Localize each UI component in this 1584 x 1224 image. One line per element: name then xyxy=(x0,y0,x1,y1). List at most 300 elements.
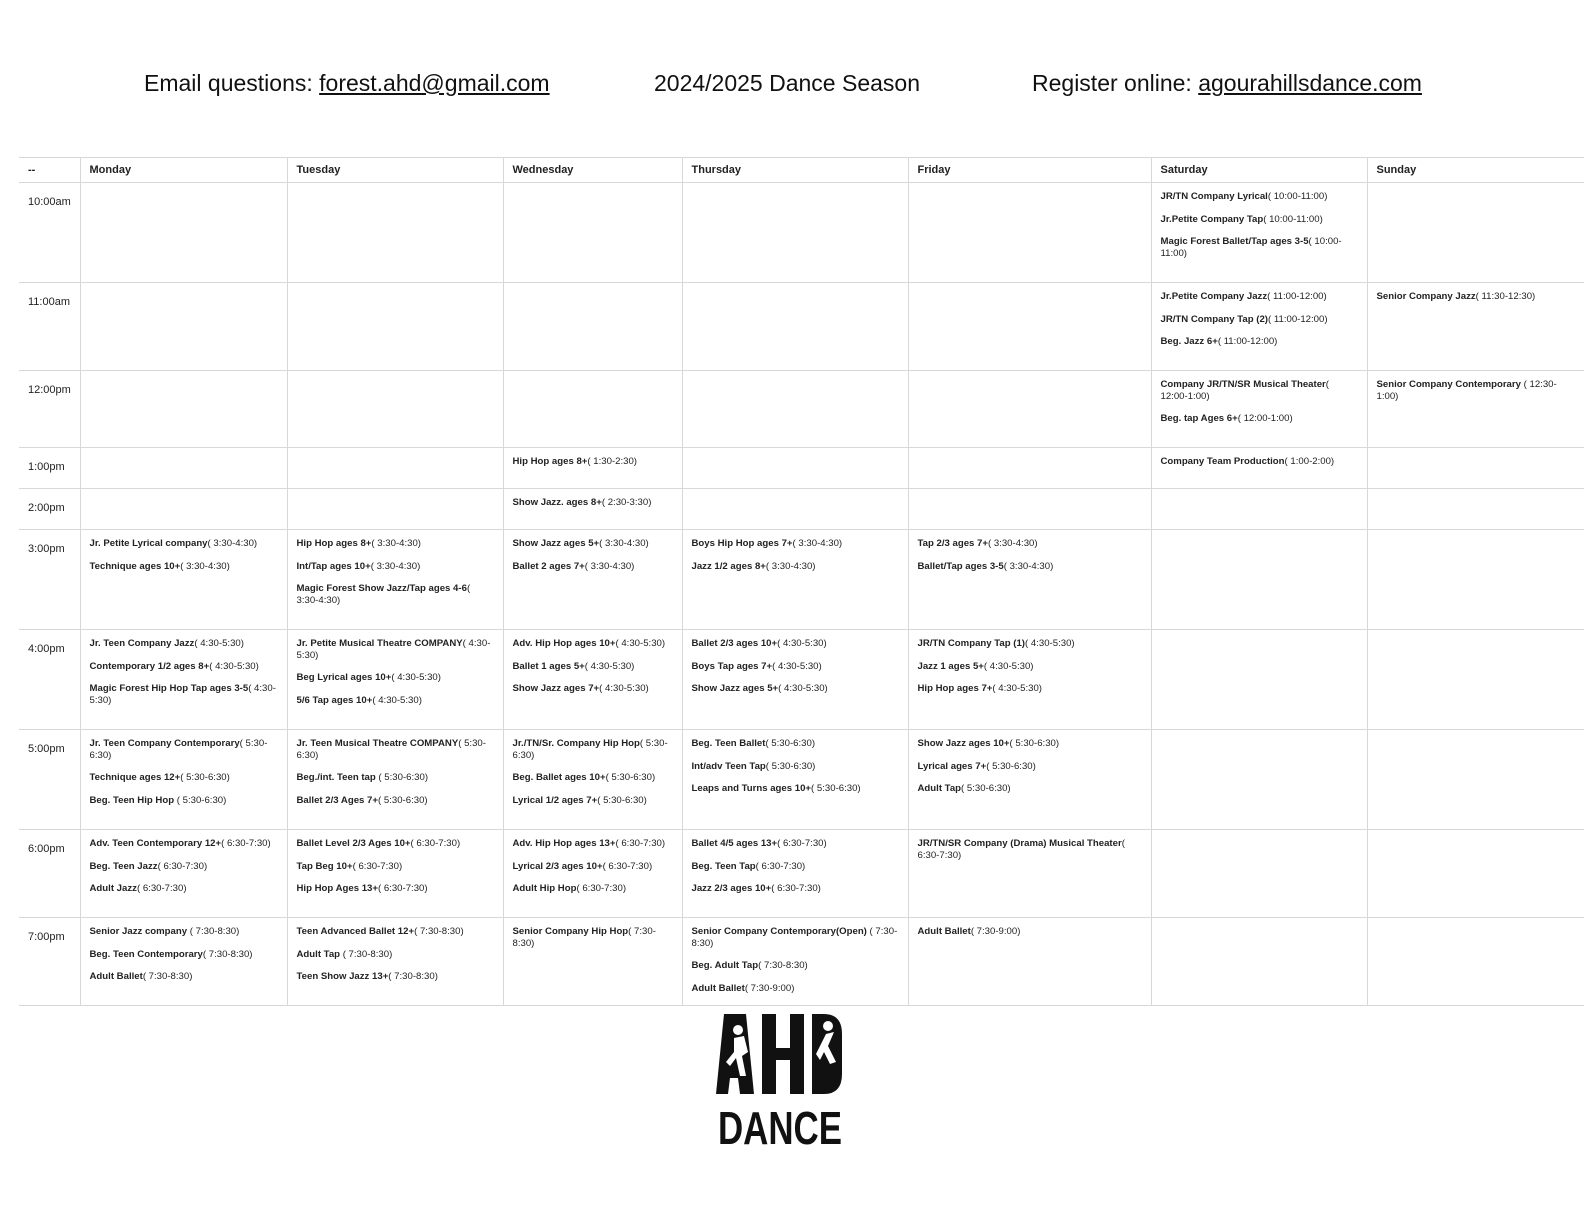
schedule-cell xyxy=(1151,183,1367,283)
class-entry xyxy=(513,683,674,695)
class-name: Jazz 1/2 ages 8+ xyxy=(691,560,766,572)
class-entry xyxy=(692,638,900,650)
class-entry xyxy=(90,949,279,961)
class-entry xyxy=(513,661,674,673)
class-name: Adult Tap xyxy=(917,783,962,794)
schedule-cell xyxy=(682,530,908,630)
schedule-table xyxy=(19,157,1584,1006)
class-time: ( 10:00-11:00) xyxy=(1263,213,1323,225)
class-entry xyxy=(90,538,279,550)
schedule-cell xyxy=(503,489,682,530)
schedule-cell xyxy=(908,183,1151,283)
class-name: Hip Hop ages 8+ xyxy=(296,538,372,549)
class-name: Beg. Teen Contemporary xyxy=(89,948,203,960)
schedule-cell xyxy=(287,448,503,489)
class-time: ( 7:30-8:30) xyxy=(142,971,193,982)
class-entry xyxy=(692,983,900,995)
table-row xyxy=(19,371,1584,448)
schedule-cell xyxy=(80,371,287,448)
class-name: Jr. Teen Musical Theatre COMPANY xyxy=(296,738,459,749)
class-name: Beg. Teen Hip Hop xyxy=(89,794,175,806)
schedule-cell xyxy=(80,730,287,830)
schedule-cell xyxy=(287,918,503,1006)
table-row xyxy=(19,489,1584,530)
class-entry xyxy=(1377,379,1577,402)
class-time: ( 6:30-7:30) xyxy=(352,860,403,872)
class-name: Ballet 2/3 ages 10+ xyxy=(691,638,778,649)
class-time: ( 11:00-12:00) xyxy=(1217,336,1278,347)
class-entry xyxy=(513,738,674,761)
schedule-cell xyxy=(1367,283,1584,371)
class-entry xyxy=(297,949,495,961)
class-time: ( 6:30-7:30) xyxy=(576,883,627,894)
class-time: ( 3:30-4:30) xyxy=(296,583,471,606)
class-time: ( 6:30-7:30) xyxy=(615,838,666,849)
class-time: ( 1:30-2:30) xyxy=(587,456,638,467)
schedule-cell xyxy=(503,730,682,830)
class-name: Company Team Production xyxy=(1160,456,1285,467)
schedule-cell xyxy=(682,448,908,489)
class-entry xyxy=(90,795,279,807)
schedule-cell xyxy=(503,530,682,630)
register-link[interactable]: agourahillsdance.com xyxy=(1198,70,1422,96)
schedule-cell xyxy=(908,448,1151,489)
class-time: ( 6:30-7:30) xyxy=(777,838,827,849)
schedule-cell xyxy=(1151,530,1367,630)
schedule-cell xyxy=(503,448,682,489)
class-entry xyxy=(297,926,495,938)
class-entry xyxy=(297,561,495,573)
time-slot-label: 4:00pm xyxy=(19,630,80,730)
schedule-cell xyxy=(503,630,682,730)
class-name: Technique ages 10+ xyxy=(89,560,181,572)
class-name: Jr. Teen Company Jazz xyxy=(89,638,195,649)
schedule-cell xyxy=(287,830,503,918)
schedule-cell xyxy=(908,371,1151,448)
class-name: Magic Forest Show Jazz/Tap ages 4-6 xyxy=(296,583,467,594)
schedule-cell xyxy=(1367,371,1584,448)
class-name: Jr.Petite Company Jazz xyxy=(1160,291,1268,302)
class-entry xyxy=(1161,379,1359,402)
class-entry xyxy=(90,638,279,650)
class-entry xyxy=(90,883,279,895)
schedule-cell xyxy=(80,630,287,730)
class-entry xyxy=(297,738,495,761)
corner-header: -- xyxy=(19,158,80,183)
class-entry xyxy=(90,971,279,983)
schedule-cell xyxy=(1151,630,1367,730)
class-entry xyxy=(90,926,279,938)
schedule-cell xyxy=(287,730,503,830)
class-time: ( 7:30-8:30) xyxy=(187,926,240,937)
schedule-cell xyxy=(1367,530,1584,630)
table-row xyxy=(19,830,1584,918)
class-entry xyxy=(297,883,495,895)
class-time: ( 4:30-5:30) xyxy=(372,694,422,706)
class-time: ( 10:00-11:00) xyxy=(1160,236,1342,259)
class-entry xyxy=(297,861,495,873)
schedule-cell xyxy=(908,730,1151,830)
class-time: ( 12:00-1:00) xyxy=(1237,413,1293,424)
class-name: Beg. Teen Tap xyxy=(691,860,756,872)
class-time: ( 5:30-6:30) xyxy=(597,794,647,806)
class-entry xyxy=(918,638,1143,650)
class-name: Magic Forest Hip Hop Tap ages 3-5 xyxy=(89,683,249,694)
class-name: Senior Company Contemporary(Open) xyxy=(691,926,867,937)
class-entry xyxy=(692,683,900,695)
schedule-cell xyxy=(80,448,287,489)
email-info: Email questions: forest.ahd@gmail.com xyxy=(144,70,550,96)
class-time: ( 3:30-4:30) xyxy=(987,538,1038,549)
schedule-cell xyxy=(908,489,1151,530)
class-name: Boys Hip Hop ages 7+ xyxy=(691,538,793,549)
class-time: ( 6:30-7:30) xyxy=(602,860,653,872)
class-time: ( 4:30-5:30) xyxy=(296,638,491,661)
class-name: Int/Tap ages 10+ xyxy=(296,560,371,572)
day-header-monday: Monday xyxy=(80,158,287,183)
schedule-cell xyxy=(1151,283,1367,371)
schedule-cell xyxy=(287,371,503,448)
class-time: ( 4:30-5:30) xyxy=(209,660,259,672)
class-name: Beg. tap Ages 6+ xyxy=(1160,413,1238,424)
class-name: Beg. Teen Jazz xyxy=(89,860,158,872)
class-name: Hip Hop ages 8+ xyxy=(512,456,588,467)
table-row xyxy=(19,530,1584,630)
schedule-cell xyxy=(80,183,287,283)
day-header-saturday: Saturday xyxy=(1151,158,1367,183)
class-name: Teen Show Jazz 13+ xyxy=(296,971,389,982)
class-entry xyxy=(692,861,900,873)
class-name: Boys Tap ages 7+ xyxy=(691,660,773,672)
class-name: Show Jazz. ages 8+ xyxy=(512,497,602,508)
class-time: ( 7:30-8:30) xyxy=(340,948,393,960)
class-time: ( 4:30-5:30) xyxy=(89,683,276,706)
class-time: ( 4:30-5:30) xyxy=(777,638,827,649)
class-time: ( 4:30-5:30) xyxy=(391,672,441,683)
class-time: ( 3:30-4:30) xyxy=(371,538,422,549)
class-entry xyxy=(918,538,1143,550)
class-name: Tap Beg 10+ xyxy=(296,860,353,872)
class-name: Hip Hop Ages 13+ xyxy=(296,883,378,894)
class-name: Senior Company Jazz xyxy=(1376,291,1476,302)
schedule-cell xyxy=(908,530,1151,630)
class-entry xyxy=(918,761,1143,773)
class-entry xyxy=(918,661,1143,673)
class-name: Jr. Petite Musical Theatre COMPANY xyxy=(296,638,463,649)
schedule-cell xyxy=(287,283,503,371)
schedule-cell xyxy=(682,183,908,283)
class-time: ( 7:30-8:30) xyxy=(414,926,464,937)
schedule-cell xyxy=(1151,730,1367,830)
class-entry xyxy=(1161,413,1359,425)
schedule-cell xyxy=(682,730,908,830)
schedule-cell xyxy=(503,283,682,371)
class-name: Company JR/TN/SR Musical Theater xyxy=(1160,379,1326,390)
class-entry xyxy=(513,772,674,784)
class-time: ( 4:30-5:30) xyxy=(983,660,1034,672)
class-time: ( 4:30-5:30) xyxy=(584,660,635,672)
schedule-cell xyxy=(682,630,908,730)
class-name: Adult Jazz xyxy=(89,883,137,894)
class-name: JR/TN Company Tap (1) xyxy=(917,638,1025,649)
class-entry xyxy=(513,883,674,895)
class-name: Beg Lyrical ages 10+ xyxy=(296,672,392,683)
schedule-cell xyxy=(80,530,287,630)
time-slot-label: 6:00pm xyxy=(19,830,80,918)
schedule-cell xyxy=(80,830,287,918)
time-slot-label: 3:00pm xyxy=(19,530,80,630)
class-time: ( 6:30-7:30) xyxy=(755,860,806,872)
class-name: Senior Jazz company xyxy=(89,926,188,937)
class-time: ( 6:30-7:30) xyxy=(157,860,208,872)
class-entry xyxy=(918,783,1143,795)
class-entry xyxy=(297,583,495,606)
class-time: ( 4:30-5:30) xyxy=(992,683,1043,694)
class-time: ( 5:30-6:30) xyxy=(765,760,816,772)
class-name: Ballet/Tap ages 3-5 xyxy=(917,560,1004,572)
class-name: Ballet 4/5 ages 13+ xyxy=(691,838,778,849)
schedule-cell xyxy=(503,371,682,448)
class-entry xyxy=(1161,214,1359,226)
class-name: JR/TN/SR Company (Drama) Musical Theater xyxy=(917,838,1122,849)
class-time: ( 11:00-12:00) xyxy=(1268,313,1328,325)
email-link[interactable]: forest.ahd@gmail.com xyxy=(319,70,550,96)
class-time: ( 3:30-4:30) xyxy=(584,560,635,572)
class-name: Beg./int. Teen tap xyxy=(296,772,376,783)
class-name: Beg. Ballet ages 10+ xyxy=(512,772,606,783)
class-entry xyxy=(692,538,900,550)
class-name: Show Jazz ages 5+ xyxy=(512,538,600,549)
class-name: Adult Tap xyxy=(296,948,341,960)
class-entry xyxy=(1161,336,1359,348)
class-entry xyxy=(918,561,1143,573)
class-time: ( 3:30-4:30) xyxy=(792,538,843,549)
class-entry xyxy=(513,926,674,949)
table-row xyxy=(19,730,1584,830)
class-name: Adult Ballet xyxy=(691,982,745,994)
class-time: ( 7:30-8:30) xyxy=(388,971,438,982)
class-time: ( 3:30-4:30) xyxy=(765,560,816,572)
class-time: ( 5:30-6:30) xyxy=(375,772,429,783)
class-name: Ballet 2 ages 7+ xyxy=(512,560,585,572)
schedule-cell xyxy=(1367,830,1584,918)
class-name: Adv. Hip Hop ages 10+ xyxy=(512,638,616,649)
schedule-cell xyxy=(287,489,503,530)
class-time: ( 5:30-6:30) xyxy=(961,783,1011,794)
class-entry xyxy=(297,695,495,707)
schedule-cell xyxy=(682,830,908,918)
class-entry xyxy=(692,661,900,673)
class-time: ( 5:30-6:30) xyxy=(296,738,486,761)
class-entry xyxy=(918,838,1143,861)
class-entry xyxy=(1161,314,1359,326)
class-time: ( 7:30-8:30) xyxy=(202,948,253,960)
class-name: Lyrical 2/3 ages 10+ xyxy=(512,860,603,872)
class-time: ( 3:30-4:30) xyxy=(180,560,230,572)
schedule-cell xyxy=(1151,489,1367,530)
class-entry xyxy=(90,683,279,706)
register-info: Register online: agourahillsdance.com xyxy=(1032,70,1422,96)
class-name: JR/TN Company Tap (2) xyxy=(1160,313,1268,325)
class-entry xyxy=(90,861,279,873)
class-time: ( 3:30-4:30) xyxy=(207,538,258,549)
class-entry xyxy=(1161,291,1359,303)
class-name: JR/TN Company Lyrical xyxy=(1160,191,1268,202)
class-name: Adv. Hip Hop ages 13+ xyxy=(512,838,616,849)
class-name: Beg. Teen Ballet xyxy=(691,738,766,749)
class-name: Show Jazz ages 10+ xyxy=(917,738,1010,749)
class-entry xyxy=(297,672,495,684)
schedule-cell xyxy=(1151,830,1367,918)
class-time: ( 6:30-7:30) xyxy=(136,883,187,894)
class-entry xyxy=(692,738,900,750)
schedule-cell xyxy=(1151,448,1367,489)
class-time: ( 7:30-8:30) xyxy=(691,926,898,949)
schedule-cell xyxy=(682,918,908,1006)
class-time: ( 6:30-7:30) xyxy=(221,838,271,849)
class-time: ( 5:30-6:30) xyxy=(1009,738,1060,749)
class-time: ( 5:30-6:30) xyxy=(986,760,1036,772)
class-name: Adult Hip Hop xyxy=(512,883,577,894)
schedule-cell xyxy=(682,489,908,530)
class-name: Show Jazz ages 7+ xyxy=(512,683,600,694)
class-name: Beg. Jazz 6+ xyxy=(1160,336,1218,347)
class-name: Senior Company Hip Hop xyxy=(512,926,629,937)
time-slot-label: 2:00pm xyxy=(19,489,80,530)
class-time: ( 2:30-3:30) xyxy=(601,497,652,508)
class-name: Show Jazz ages 5+ xyxy=(691,683,779,694)
class-time: ( 7:30-8:30) xyxy=(758,960,808,971)
schedule-cell xyxy=(1367,918,1584,1006)
class-name: Jr.Petite Company Tap xyxy=(1160,213,1264,225)
schedule-cell xyxy=(80,283,287,371)
class-time: ( 5:30-6:30) xyxy=(605,772,656,783)
table-row xyxy=(19,283,1584,371)
schedule-cell xyxy=(908,918,1151,1006)
class-entry xyxy=(1377,291,1577,303)
class-time: ( 4:30-5:30) xyxy=(599,683,649,694)
class-time: ( 6:30-7:30) xyxy=(771,883,821,894)
schedule-cell xyxy=(682,371,908,448)
class-name: Ballet 2/3 Ages 7+ xyxy=(296,794,378,806)
class-time: ( 5:30-6:30) xyxy=(89,738,268,761)
schedule-cell xyxy=(1367,489,1584,530)
time-slot-label: 5:00pm xyxy=(19,730,80,830)
schedule-cell xyxy=(503,183,682,283)
schedule-cell xyxy=(1367,730,1584,830)
class-name: Jr./TN/Sr. Company Hip Hop xyxy=(512,738,640,749)
class-name: Hip Hop ages 7+ xyxy=(917,683,993,694)
class-entry xyxy=(513,795,674,807)
class-name: Jazz 1 ages 5+ xyxy=(917,660,984,672)
class-time: ( 7:30-9:00) xyxy=(970,926,1021,937)
class-time: ( 1:00-2:00) xyxy=(1284,456,1335,467)
class-time: ( 4:30-5:30) xyxy=(615,638,666,649)
class-entry xyxy=(90,661,279,673)
class-entry xyxy=(692,761,900,773)
class-time: ( 6:30-7:30) xyxy=(917,838,1125,861)
class-entry xyxy=(692,926,900,949)
class-entry xyxy=(1161,236,1359,259)
class-time: ( 7:30-8:30) xyxy=(512,926,656,949)
class-name: Jazz 2/3 ages 10+ xyxy=(691,883,772,894)
class-time: ( 12:00-1:00) xyxy=(1160,379,1329,402)
class-name: Adult Ballet xyxy=(917,926,971,937)
class-name: 5/6 Tap ages 10+ xyxy=(296,694,373,706)
day-header-sunday: Sunday xyxy=(1367,158,1584,183)
class-entry xyxy=(90,561,279,573)
class-time: ( 4:30-5:30) xyxy=(772,660,822,672)
class-entry xyxy=(513,497,674,509)
class-entry xyxy=(1161,456,1359,468)
time-slot-label: 10:00am xyxy=(19,183,80,283)
class-entry xyxy=(1161,191,1359,203)
time-slot-label: 11:00am xyxy=(19,283,80,371)
class-time: ( 3:30-4:30) xyxy=(599,538,649,549)
class-time: ( 4:30-5:30) xyxy=(778,683,828,694)
class-time: ( 5:30-6:30) xyxy=(811,783,861,794)
class-name: Lyrical ages 7+ xyxy=(917,760,987,772)
ahd-dance-logo xyxy=(716,1012,844,1154)
schedule-cell xyxy=(1367,448,1584,489)
class-entry xyxy=(918,738,1143,750)
table-row xyxy=(19,183,1584,283)
class-time: ( 4:30-5:30) xyxy=(1025,638,1075,649)
schedule-cell xyxy=(682,283,908,371)
header-row xyxy=(19,158,1584,183)
class-entry xyxy=(513,456,674,468)
schedule-cell xyxy=(503,918,682,1006)
class-name: Beg. Adult Tap xyxy=(691,960,759,971)
class-entry xyxy=(513,861,674,873)
time-slot-label: 1:00pm xyxy=(19,448,80,489)
class-entry xyxy=(692,561,900,573)
class-entry xyxy=(297,772,495,784)
class-entry xyxy=(692,783,900,795)
schedule-cell xyxy=(80,489,287,530)
class-time: ( 5:30-6:30) xyxy=(174,794,227,806)
table-row xyxy=(19,448,1584,489)
logo-dance-text: DANCE xyxy=(718,1102,842,1154)
class-time: ( 7:30-9:00) xyxy=(744,982,795,994)
class-time: ( 3:30-4:30) xyxy=(1003,560,1054,572)
class-entry xyxy=(90,772,279,784)
schedule-body xyxy=(19,183,1584,1006)
schedule-cell xyxy=(1367,183,1584,283)
class-name: Leaps and Turns ages 10+ xyxy=(691,783,812,794)
class-name: Adult Ballet xyxy=(89,971,143,982)
schedule-cell xyxy=(287,630,503,730)
day-header-tuesday: Tuesday xyxy=(287,158,503,183)
schedule-cell xyxy=(503,830,682,918)
table-row xyxy=(19,918,1584,1006)
class-entry xyxy=(297,538,495,550)
class-entry xyxy=(297,971,495,983)
table-row xyxy=(19,630,1584,730)
class-time: ( 3:30-4:30) xyxy=(370,560,421,572)
class-entry xyxy=(918,926,1143,938)
class-name: Adv. Teen Contemporary 12+ xyxy=(89,838,222,849)
schedule-cell xyxy=(1151,918,1367,1006)
class-name: Tap 2/3 ages 7+ xyxy=(917,538,988,549)
schedule-cell xyxy=(80,918,287,1006)
class-entry xyxy=(692,960,900,972)
class-entry xyxy=(90,738,279,761)
class-name: Lyrical 1/2 ages 7+ xyxy=(512,794,598,806)
class-entry xyxy=(297,795,495,807)
class-entry xyxy=(297,638,495,661)
schedule-cell xyxy=(908,630,1151,730)
